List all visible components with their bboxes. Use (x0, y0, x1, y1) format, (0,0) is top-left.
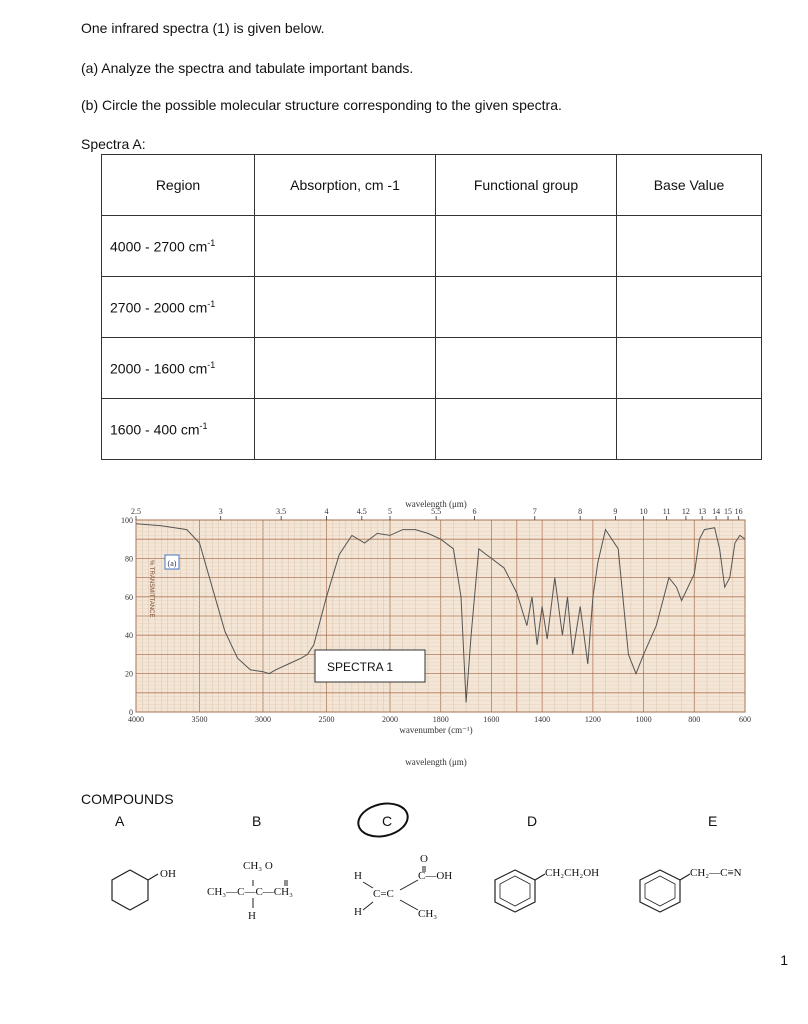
base-value-cell[interactable] (617, 277, 762, 338)
x-axis-label: wavenumber (cm⁻¹) (399, 725, 473, 735)
header-region: Region (102, 155, 255, 216)
top-tick-label: 7 (532, 507, 537, 516)
top-tick-label: 15 (724, 507, 733, 516)
top-tick-label: 5 (388, 507, 392, 516)
x-tick-label: 3500 (191, 715, 208, 724)
top-tick-label: 9 (613, 507, 618, 516)
region-cell: 1600 - 400 $cm^{-1}$ (102, 399, 255, 460)
absorption-cell[interactable] (255, 399, 436, 460)
region-cell: 4000 - 2700 $cm^{-1}$ (102, 216, 255, 277)
top-tick-label: 16 (734, 507, 743, 516)
top-tick-label: 6 (472, 507, 477, 516)
base-value-cell[interactable] (617, 399, 762, 460)
x-tick-label: 1800 (432, 715, 449, 724)
compound-d-chain: CH₂CH₂OH (545, 867, 600, 879)
base-value-cell[interactable] (617, 338, 762, 399)
compound-c-h-bottom: H (354, 906, 362, 918)
base-value-cell[interactable] (617, 216, 762, 277)
top-tick-label: 13 (698, 507, 707, 516)
absorption-cell[interactable] (255, 338, 436, 399)
band-table (101, 154, 762, 460)
absorption-cell[interactable] (255, 216, 436, 277)
compound-b-chain: CH₃—C—C—CH₃ (207, 886, 293, 898)
compound-b-top: CH₃ O (243, 860, 273, 872)
top-tick-label: 10 (639, 507, 648, 516)
x-tick-label: 4000 (128, 715, 144, 724)
question-a: (a) Analyze the spectra and tabulate important bands. (81, 60, 414, 76)
x-tick-label: 1600 (483, 715, 500, 724)
page-number: 1 (780, 952, 788, 968)
compound-letter-d: D (527, 813, 538, 829)
question-b: (b) Circle the possible molecular structure corresponding to the given spectra. (81, 97, 562, 113)
top-tick-label: 11 (662, 507, 671, 516)
y-tick-label: 60 (125, 592, 133, 602)
top-tick-label: 4 (324, 507, 329, 516)
x-tick-label: 800 (688, 715, 701, 724)
y-axis-label: % TRANSMITTANCE (148, 560, 154, 618)
header-base-value: Base Value (617, 155, 762, 216)
x-tick-label: 2000 (382, 715, 398, 724)
question-intro: One infrared spectra (1) is given below. (81, 20, 325, 36)
functional-group-cell[interactable] (436, 399, 617, 460)
top-tick-label: 3 (218, 507, 223, 516)
compounds-heading: COMPOUNDS (81, 791, 174, 807)
table-header-row (102, 155, 762, 216)
compound-letter-e: E (708, 813, 718, 829)
y-tick-label: 40 (125, 631, 133, 641)
functional-group-cell[interactable] (436, 216, 617, 277)
series-label: (a) (167, 559, 177, 568)
compound-c-double-bond: C=C (373, 888, 394, 900)
top-tick-label: 3.5 (276, 507, 287, 516)
y-tick-label: 20 (125, 669, 133, 679)
x-tick-label: 3000 (255, 715, 271, 724)
compound-d-structure (495, 870, 545, 912)
compound-a-structure (112, 870, 158, 910)
absorption-cell[interactable] (255, 277, 436, 338)
header-absorption: Absorption, cm -1 (255, 155, 436, 216)
region-cell: 2000 - 1600 $cm^{-1}$ (102, 338, 255, 399)
ir-spectrum-chart (100, 490, 760, 770)
compound-a-oh: OH (160, 868, 176, 880)
chart-title: SPECTRA 1 (326, 660, 394, 674)
compound-c-h-top: H (354, 870, 362, 882)
y-tick-label: 0 (129, 708, 133, 717)
table-row (102, 338, 762, 399)
y-tick-label: 100 (121, 516, 133, 525)
table-row (102, 277, 762, 338)
table-row (102, 399, 762, 460)
functional-group-cell[interactable] (436, 277, 617, 338)
functional-group-cell[interactable] (436, 338, 617, 399)
compound-c-methyl: CH₃ (418, 908, 438, 920)
top-tick-label: 12 (681, 507, 690, 516)
answer-circle (354, 798, 412, 842)
bottom-axis-label: wavelength (μm) (405, 757, 467, 767)
top-tick-label: 2.5 (131, 507, 141, 516)
top-tick-label: 8 (578, 507, 583, 516)
x-tick-label: 2500 (318, 715, 335, 724)
compound-letter-a: A (115, 813, 125, 829)
compound-e-chain: CH₂—C≡N (690, 867, 742, 879)
top-axis-label: wavelength (μm) (405, 499, 467, 509)
top-tick-label: 4.5 (356, 507, 367, 516)
region-cell: 2700 - 2000 $cm^{-1}$ (102, 277, 255, 338)
compound-b-h: H (248, 910, 256, 922)
compound-c-o: O (420, 853, 428, 865)
compound-e-structure (640, 870, 690, 912)
x-tick-label: 1400 (534, 715, 551, 724)
top-tick-label: 14 (712, 507, 721, 516)
x-tick-label: 1000 (635, 715, 652, 724)
header-functional-group: Functional group (436, 155, 617, 216)
x-tick-label: 600 (739, 715, 751, 724)
table-row (102, 216, 762, 277)
compound-letter-b: B (252, 813, 262, 829)
compound-letter-c[interactable]: C (382, 813, 393, 829)
top-tick-label: 5.5 (431, 507, 442, 516)
spectra-label: Spectra A: (81, 136, 146, 152)
x-tick-label: 1200 (584, 715, 601, 724)
y-tick-label: 80 (125, 554, 133, 564)
compound-c-cooh: C—OH (418, 870, 453, 882)
